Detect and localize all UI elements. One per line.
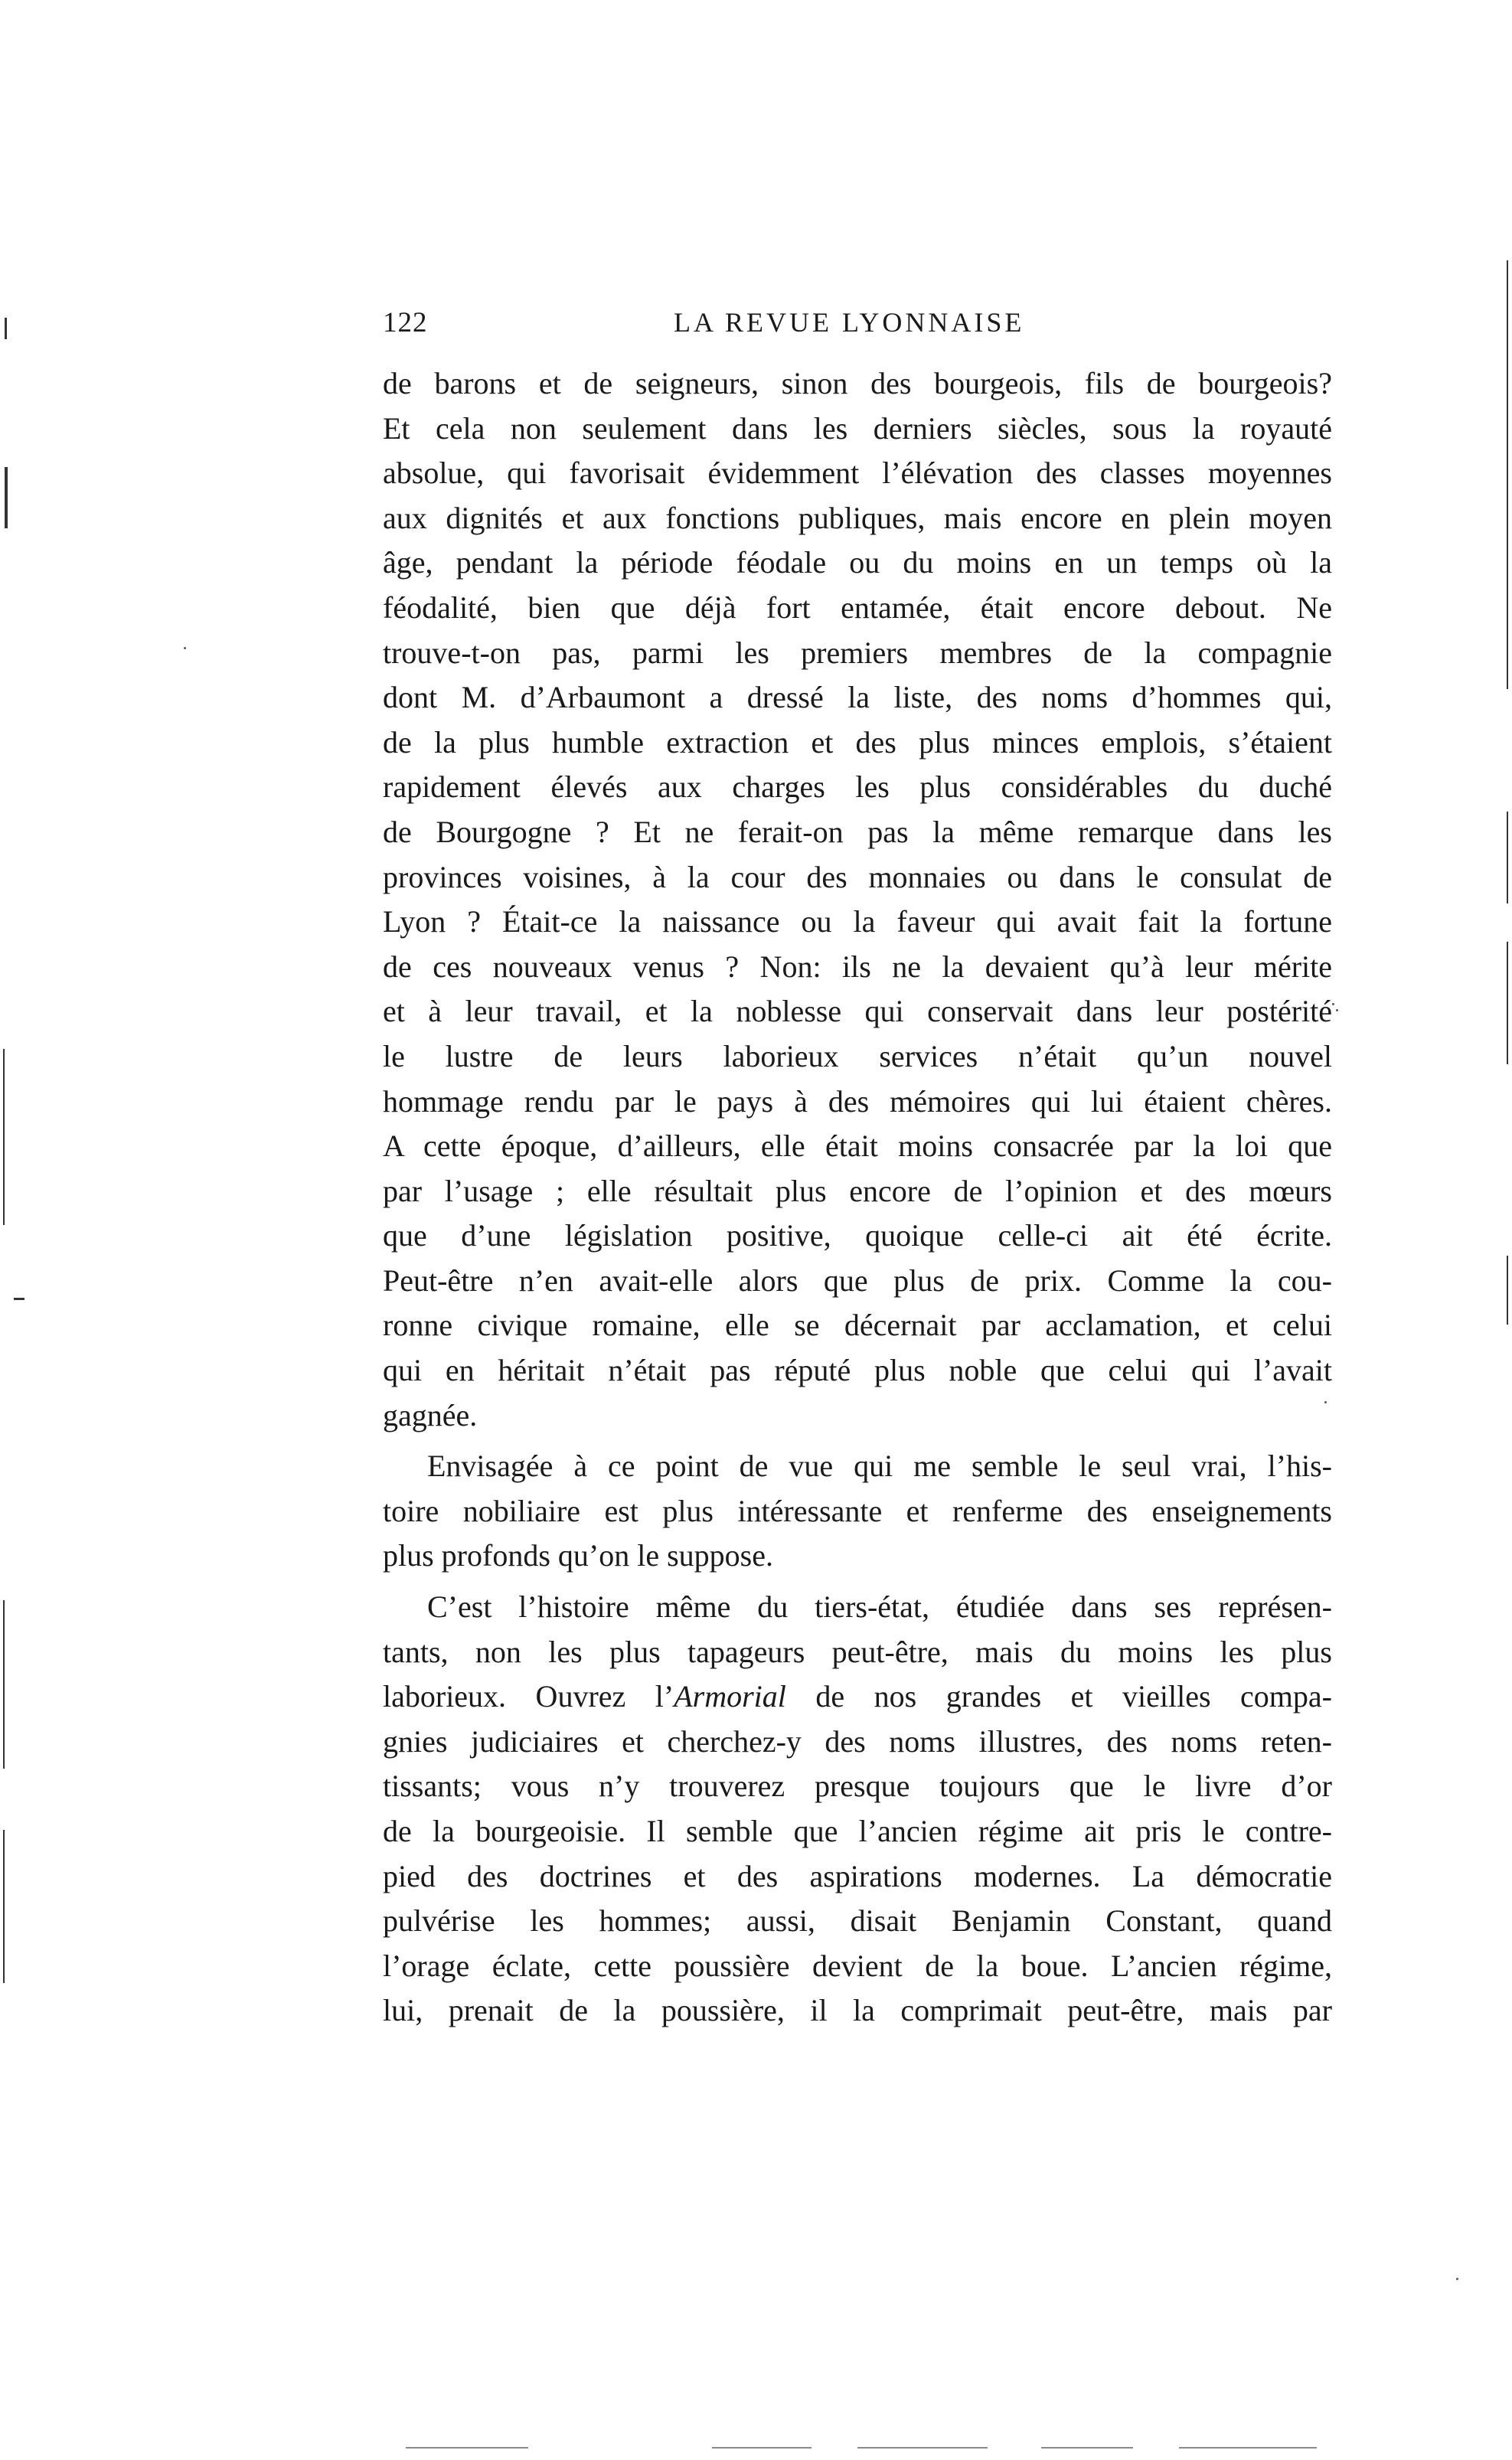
text-line: de barons et de seigneurs, sinon des bourgeois, fils de bourgeois? [383,366,1332,400]
right-edge-mark [1507,1256,1508,1325]
paragraph-gap [383,1579,1332,1585]
text-line: de la bourgeoisie. Il semble que l’ancien régime ait pris le contre- [383,1814,1332,1848]
left-edge-mark [3,1600,5,1769]
bottom-scan-line [1041,2447,1133,2449]
text-line: absolue, qui favorisait évidemment l’élévation des classes moyennes [383,456,1332,491]
text-line: le lustre de leurs laborieux services n’était qu’un nouvel [383,1038,1332,1073]
text-line: de Bourgogne ? Et ne ferait-on pas la même remarque dans les [383,814,1332,849]
right-edge-mark [1507,812,1508,903]
bottom-scan-line [857,2447,988,2449]
text-line: toire nobiliaire est plus intéressante et renferme des enseignements [383,1493,1332,1528]
text-line: ronne civique romaine, elle se décernait par acclamation, et celui [383,1308,1332,1343]
text-line: âge, pendant la période féodale ou du moins en un temps où la [383,545,1332,580]
bottom-scan-line [1179,2447,1317,2449]
left-edge-mark [14,1298,24,1300]
ink-speck [1456,2278,1458,2280]
right-edge-mark [1507,942,1508,1064]
paragraph-gap [383,1438,1332,1444]
text-line: par l’usage ; elle résultait plus encore de l’opinion et des mœurs [383,1173,1332,1208]
text-line: aux dignités et aux fonctions publiques, mais encore en plein moyen [383,500,1332,535]
page-number: 122 [383,307,428,338]
ink-speck [184,647,186,649]
page-header [383,306,1332,345]
text-fragment: de nos grandes et vieilles compa- [785,1679,1332,1714]
ink-speck [1336,1009,1338,1011]
left-edge-mark [3,1049,5,1225]
text-line: plus profonds qu’on le suppose. [383,1538,773,1573]
running-title: LA REVUE LYONNAISE [674,307,1025,338]
text-line: Envisagée à ce point de vue qui me semble le seul vrai, l’his- [427,1449,1332,1484]
text-line: rapidement élevés aux charges les plus considérables du duché [383,769,1332,805]
text-line: de ces nouveaux venus ? Non: ils ne la devaient qu’à leur mérite [383,949,1332,984]
text-line: A cette époque, d’ailleurs, elle était moins consacrée par la loi que [383,1129,1332,1164]
text-line: gnies judiciaires et cherchez-y des noms illustres, des noms reten- [383,1723,1332,1759]
text-line: pulvérise les hommes; aussi, disait Benjamin Constant, quand [383,1903,1332,1939]
text-line [383,1674,1332,1720]
text-line: Et cela non seulement dans les derniers siècles, sous la royauté [383,410,1332,446]
text-line: hommage rendu par le pays à des mémoires qui lui étaient chères. [383,1083,1332,1119]
ink-speck [1332,1003,1334,1005]
ink-speck [1324,1401,1327,1403]
text-line: de la plus humble extraction et des plus minces emplois, s’étaient [383,724,1332,760]
bottom-scan-line [712,2447,812,2449]
text-line: l’orage éclate, cette poussière devient de la boue. L’ancien régime, [383,1948,1332,1983]
body-text [383,361,1332,2034]
text-line: Peut-être n’en avait-elle alors que plus de prix. Comme la cou- [383,1263,1332,1298]
text-line: lui, prenait de la poussière, il la comprimait peut-être, mais par [383,1993,1332,2028]
right-edge-mark [1507,260,1508,689]
text-line: dont M. d’Arbaumont a dressé la liste, des noms d’hommes qui, [383,680,1332,715]
text-line: que d’une législation positive, quoique celle-ci ait été écrite. [383,1218,1332,1253]
text-line: qui en héritait n’était pas réputé plus noble que celui qui l’avait [383,1353,1332,1388]
italic-title: Armorial [674,1679,786,1714]
text-line: tissants; vous n’y trouverez presque toujours que le livre d’or [383,1769,1332,1804]
bottom-scan-line [406,2447,528,2449]
text-line: trouve-t-on pas, parmi les premiers membres de la compagnie [383,635,1332,670]
text-line: féodalité, bien que déjà fort entamée, était encore debout. Ne [383,590,1332,625]
text-line: Lyon ? Était-ce la naissance ou la faveur qui avait fait la fortune [383,904,1332,939]
text-line: pied des doctrines et des aspirations modernes. La démocratie [383,1858,1332,1893]
text-line: gagnée. [383,1397,478,1433]
text-line: provinces voisines, à la cour des monnaies ou dans le consulat de [383,859,1332,894]
left-edge-mark [3,1830,5,1983]
text-fragment: laborieux. Ouvrez l’ [383,1679,674,1714]
text-line: C’est l’histoire même du tiers-état, étudiée dans ses représen- [427,1589,1332,1625]
left-edge-mark [5,467,8,528]
text-line: et à leur travail, et la noblesse qui conservait dans leur postérité [383,994,1332,1029]
text-line: tants, non les plus tapageurs peut-être, mais du moins les plus [383,1634,1332,1669]
left-edge-mark [5,318,7,339]
